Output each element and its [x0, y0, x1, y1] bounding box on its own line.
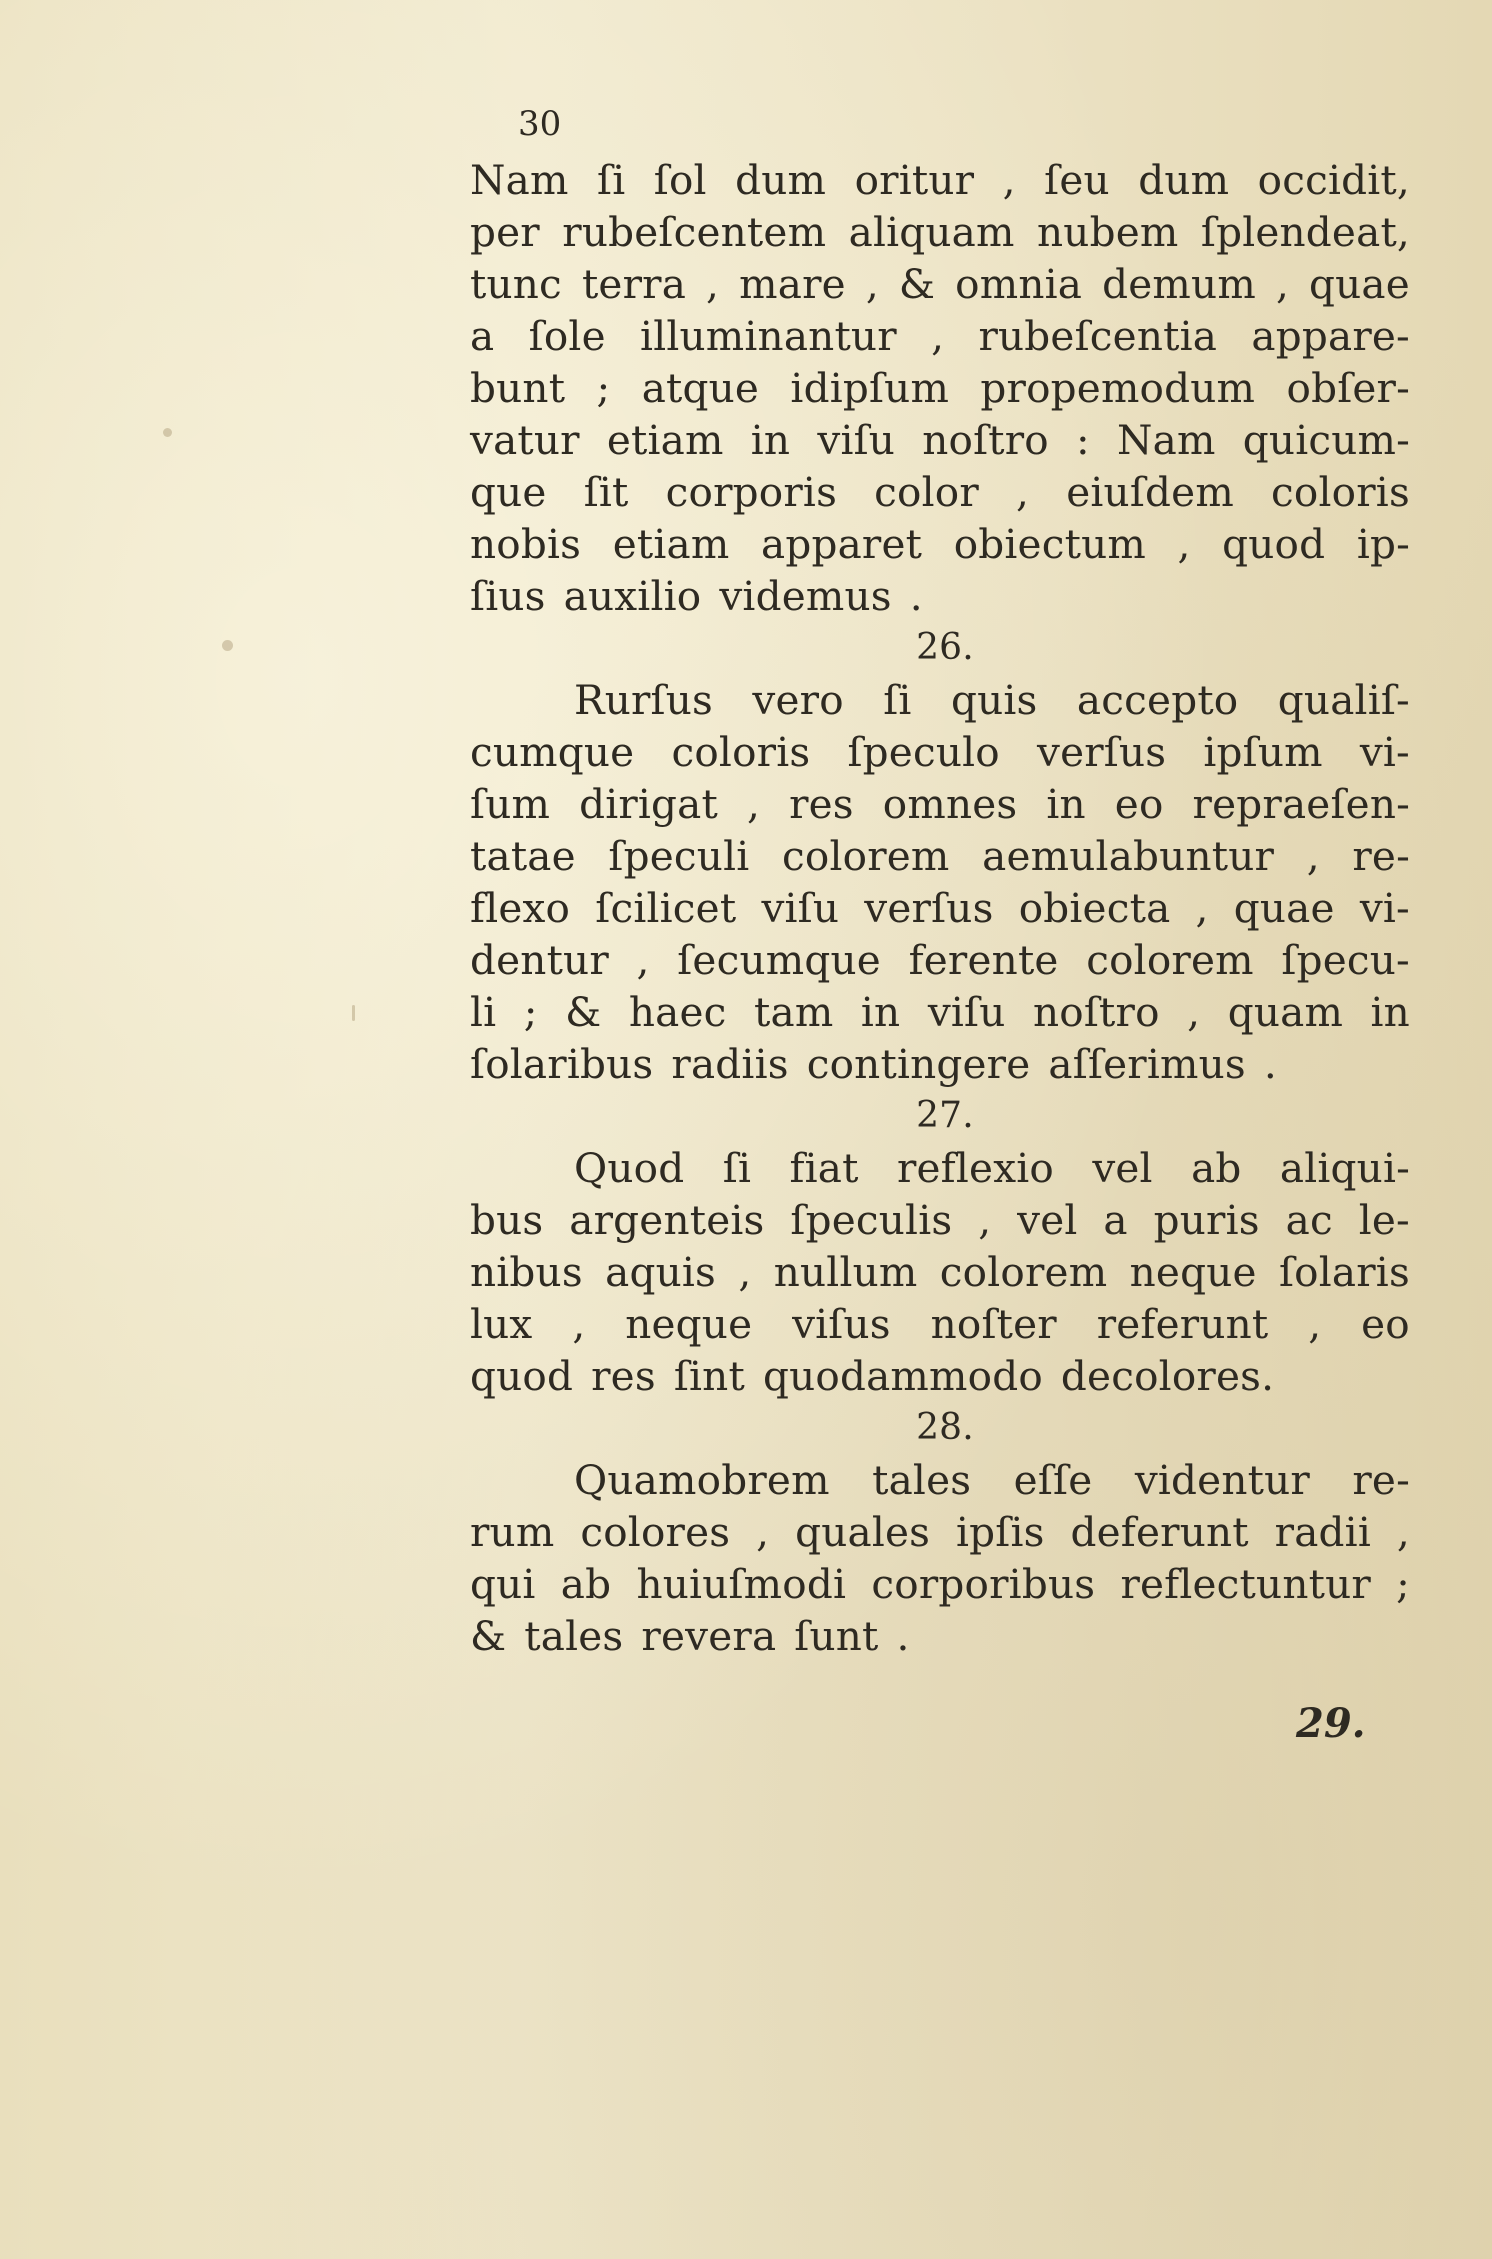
word: ſeu: [1044, 156, 1110, 204]
word: videmus: [719, 572, 892, 620]
text-line: [470, 154, 1410, 206]
word: verſus: [864, 884, 994, 932]
word: noſtro: [922, 416, 1049, 464]
word: fiat: [789, 1144, 859, 1192]
text-line: [470, 674, 1410, 726]
word: .: [909, 572, 923, 620]
word: vero: [752, 676, 844, 724]
word: ſolaris: [1278, 1248, 1410, 1296]
word: ,: [1396, 1508, 1410, 1556]
text-line: [470, 1558, 1410, 1610]
word: ,: [747, 780, 761, 828]
word: ,: [1002, 156, 1016, 204]
word: ferente: [908, 936, 1059, 984]
word: videntur: [1134, 1456, 1310, 1504]
word: aſſerimus: [1048, 1040, 1246, 1088]
word: vel: [1092, 1144, 1153, 1192]
word: ſi: [883, 676, 912, 724]
word: ,: [978, 1196, 992, 1244]
word: referunt: [1096, 1300, 1269, 1348]
word: illuminantur: [640, 312, 897, 360]
word: corporis: [665, 468, 838, 516]
text-line: [470, 830, 1410, 882]
word: repraeſen-: [1192, 780, 1410, 828]
word: ſit: [583, 468, 629, 516]
text-line: [470, 1246, 1410, 1298]
text-line: [470, 518, 1410, 570]
text-line: [470, 1506, 1410, 1558]
word: ſunt: [794, 1612, 879, 1660]
word: ip-: [1356, 520, 1410, 568]
word: ;: [1396, 1560, 1410, 1608]
word: dum: [735, 156, 827, 204]
word: ,: [1177, 520, 1191, 568]
word: dum: [1138, 156, 1230, 204]
word: Quod: [574, 1144, 685, 1192]
word: lux: [470, 1300, 533, 1348]
word: qui: [470, 1560, 536, 1608]
word: radii: [1274, 1508, 1371, 1556]
section-number: 28.: [916, 1407, 974, 1448]
word: eo: [1361, 1300, 1410, 1348]
word: omnes: [882, 780, 1018, 828]
word: nullum: [773, 1248, 918, 1296]
word: &: [565, 988, 602, 1036]
word: ſolaribus: [470, 1040, 654, 1088]
word: quod: [1222, 520, 1326, 568]
word: in: [1046, 780, 1086, 828]
word: puris: [1153, 1196, 1260, 1244]
word: ,: [1308, 1300, 1322, 1348]
word: ſecumque: [677, 936, 881, 984]
word: etiam: [606, 416, 724, 464]
word: viſu: [817, 416, 896, 464]
body-text: [470, 102, 1410, 1662]
word: ſplendeat,: [1200, 208, 1410, 256]
word: colores: [580, 1508, 731, 1556]
word: coloris: [1271, 468, 1410, 516]
word: accepto: [1076, 676, 1239, 724]
word: tatae: [470, 832, 576, 880]
word: nibus: [470, 1248, 583, 1296]
paper-spot: [163, 428, 172, 437]
text-line: [470, 882, 1410, 934]
word: viſu: [927, 988, 1006, 1036]
word: bunt: [470, 364, 566, 412]
word: ,: [738, 1248, 752, 1296]
text-line: [470, 206, 1410, 258]
word: que: [470, 468, 547, 516]
word: quodammodo: [762, 1352, 1043, 1400]
word: ac: [1285, 1196, 1333, 1244]
word: color: [874, 468, 979, 516]
paper-spot: [222, 640, 233, 651]
word: colorem: [782, 832, 950, 880]
word: ,: [1195, 884, 1209, 932]
word: tales: [872, 1456, 972, 1504]
word: ;: [596, 364, 611, 412]
word: ſole: [528, 312, 606, 360]
word: tales: [524, 1612, 624, 1660]
word: quod: [470, 1352, 574, 1400]
word: in: [750, 416, 791, 464]
word: nubem: [1037, 208, 1179, 256]
word: ſi: [597, 156, 626, 204]
word: viſu: [761, 884, 840, 932]
word: dirigat: [579, 780, 719, 828]
text-line: [470, 1194, 1410, 1246]
word: dentur: [470, 936, 609, 984]
word: neque: [625, 1300, 753, 1348]
word: propemodum: [980, 364, 1256, 412]
word: ſcilicet: [595, 884, 737, 932]
word: huiuſmodi: [636, 1560, 847, 1608]
word: colorem: [1086, 936, 1254, 984]
word: ſpecu-: [1281, 936, 1410, 984]
word: ,: [1016, 468, 1030, 516]
word: in: [1370, 988, 1410, 1036]
text-line: [470, 934, 1410, 986]
word: res: [789, 780, 854, 828]
text-line: [470, 1298, 1410, 1350]
word: deferunt: [1070, 1508, 1249, 1556]
paragraph-26: [470, 674, 1410, 1090]
word: &: [898, 260, 936, 308]
word: qualiſ-: [1277, 676, 1410, 724]
word: haec: [628, 988, 727, 1036]
word: demum: [1102, 260, 1256, 308]
word: atque: [641, 364, 760, 412]
word: ab: [560, 1560, 612, 1608]
word: eſſe: [1013, 1456, 1093, 1504]
catchword: 29.: [1296, 1700, 1366, 1747]
word: in: [860, 988, 901, 1036]
text-line: [470, 570, 1410, 622]
word: ſum: [470, 780, 551, 828]
word: obiecta: [1018, 884, 1171, 932]
word: quam: [1227, 988, 1344, 1036]
text-line: [470, 1350, 1410, 1402]
word: ab: [1191, 1144, 1242, 1192]
section-number: 26.: [916, 627, 974, 668]
word: flexo: [470, 884, 571, 932]
word: ;: [523, 988, 538, 1036]
word: revera: [641, 1612, 777, 1660]
word: rubeſcentia: [978, 312, 1218, 360]
text-line: [470, 258, 1410, 310]
word: reflectuntur: [1120, 1560, 1371, 1608]
page-number: 30: [518, 104, 562, 144]
word: contingere: [806, 1040, 1031, 1088]
word: tunc: [470, 260, 562, 308]
word: quales: [795, 1508, 931, 1556]
word: Nam: [470, 156, 569, 204]
text-line: [470, 466, 1410, 518]
word: occidit,: [1257, 156, 1410, 204]
word: rubeſcentem: [562, 208, 827, 256]
word: .: [1263, 1040, 1277, 1088]
word: :: [1076, 416, 1090, 464]
word: quicum-: [1242, 416, 1410, 464]
word: res: [591, 1352, 656, 1400]
word: vi-: [1359, 728, 1410, 776]
word: apparet: [760, 520, 923, 568]
text-line: [470, 986, 1410, 1038]
word: ſpeculi: [608, 832, 750, 880]
word: ,: [636, 936, 650, 984]
word: ſpeculo: [847, 728, 1000, 776]
word: neque: [1129, 1248, 1257, 1296]
word: auxilio: [563, 572, 702, 620]
word: vel: [1017, 1196, 1078, 1244]
word: terra: [581, 260, 687, 308]
word: corporibus: [871, 1560, 1096, 1608]
paragraph-25: [470, 154, 1410, 622]
word: cumque: [470, 728, 635, 776]
word: nobis: [470, 520, 582, 568]
word: reflexio: [896, 1144, 1054, 1192]
word: ,: [1187, 988, 1201, 1036]
word: vatur: [470, 416, 580, 464]
word: per: [470, 208, 540, 256]
word: tam: [754, 988, 834, 1036]
word: a: [1103, 1196, 1128, 1244]
text-line: [470, 1610, 1410, 1662]
word: Rurſus: [574, 676, 713, 724]
word: bus: [470, 1196, 544, 1244]
word: appare-: [1251, 312, 1410, 360]
word: ,: [1275, 260, 1290, 308]
word: aliqui-: [1279, 1144, 1410, 1192]
word: .: [896, 1612, 910, 1660]
word: colorem: [939, 1248, 1108, 1296]
word: eo: [1114, 780, 1164, 828]
word: quis: [950, 676, 1038, 724]
word: noſtro: [1033, 988, 1160, 1036]
text-line: [470, 310, 1410, 362]
text-line: [470, 1142, 1410, 1194]
word: radiis: [671, 1040, 789, 1088]
word: argenteis: [569, 1196, 765, 1244]
word: rum: [470, 1508, 555, 1556]
word: ,: [572, 1300, 586, 1348]
word: Quamobrem: [574, 1456, 830, 1504]
word: re-: [1352, 1456, 1410, 1504]
word: noſter: [930, 1300, 1057, 1348]
word: le-: [1358, 1196, 1410, 1244]
word: &: [470, 1612, 507, 1660]
word: oritur: [854, 156, 975, 204]
word: idipſum: [790, 364, 950, 412]
text-line: [470, 778, 1410, 830]
word: omnia: [955, 260, 1083, 308]
text-line: [470, 414, 1410, 466]
paragraph-28: [470, 1454, 1410, 1662]
word: re-: [1352, 832, 1410, 880]
word: ,: [1306, 832, 1320, 880]
word: quae: [1309, 260, 1410, 308]
text-line: [470, 362, 1410, 414]
word: ,: [931, 312, 945, 360]
word: etiam: [612, 520, 730, 568]
word: obſer-: [1286, 364, 1410, 412]
word: ,: [706, 260, 720, 308]
word: coloris: [671, 728, 811, 776]
word: aquis: [605, 1248, 717, 1296]
word: ſi: [722, 1144, 752, 1192]
paper-spot: [352, 1005, 355, 1021]
word: quae: [1233, 884, 1335, 932]
paragraph-27: [470, 1142, 1410, 1402]
word: ipſis: [956, 1508, 1045, 1556]
text-line: [470, 726, 1410, 778]
text-line: [470, 1454, 1410, 1506]
word: viſus: [792, 1300, 891, 1348]
text-line: [470, 1038, 1410, 1090]
word: aemulabuntur: [982, 832, 1275, 880]
word: ſol: [653, 156, 707, 204]
word: ſint: [673, 1352, 745, 1400]
word: Nam: [1117, 416, 1216, 464]
word: verſus: [1036, 728, 1167, 776]
section-number: 27.: [916, 1095, 974, 1136]
word: decolores.: [1060, 1352, 1275, 1400]
word: ſius: [470, 572, 546, 620]
word: vi-: [1359, 884, 1410, 932]
word: ſpeculis: [790, 1196, 953, 1244]
word: obiectum: [953, 520, 1146, 568]
word: ,: [865, 260, 879, 308]
word: a: [470, 312, 495, 360]
word: ,: [756, 1508, 770, 1556]
word: li: [470, 988, 497, 1036]
word: aliquam: [848, 208, 1015, 256]
word: eiuſdem: [1066, 468, 1234, 516]
word: ipſum: [1203, 728, 1323, 776]
word: mare: [739, 260, 846, 308]
